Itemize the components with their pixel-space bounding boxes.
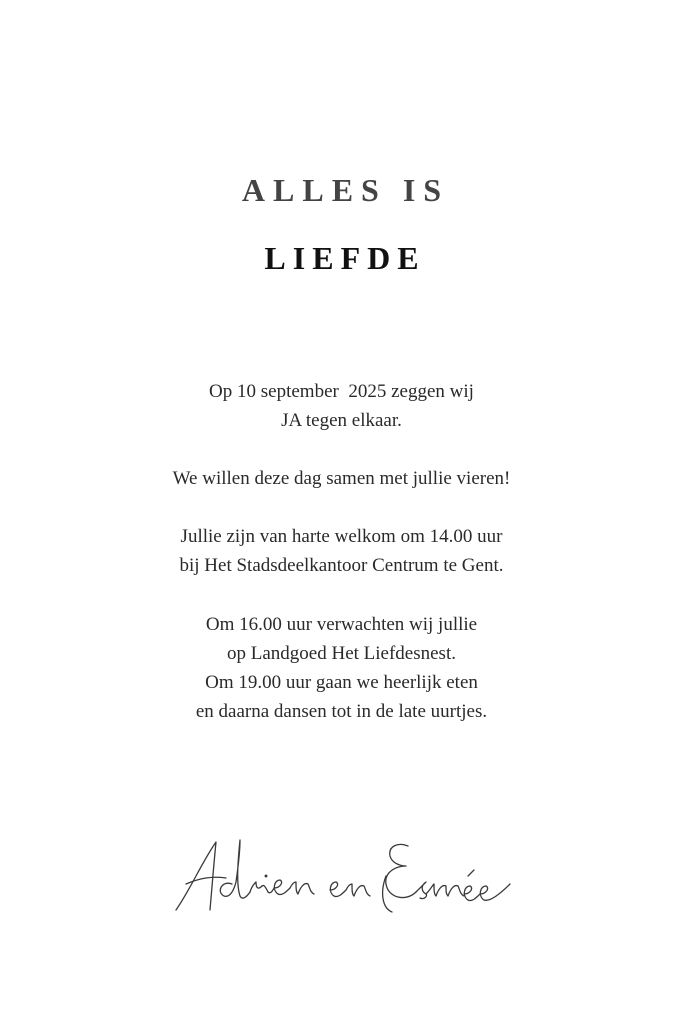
- text-line: Om 19.00 uur gaan we heerlijk eten: [205, 672, 478, 693]
- paragraph-ceremony: [0, 522, 683, 580]
- paragraph-reception: [0, 610, 683, 726]
- text-line: en daarna dansen tot in de late uurtjes.: [195, 701, 488, 722]
- signature-graphic: [170, 832, 520, 922]
- signature-adrien-en-esmee: [170, 832, 520, 922]
- text-line: We willen deze dag samen met jullie vieren!: [172, 468, 511, 489]
- text-line: Jullie zijn van harte welkom om 14.00 uur: [180, 526, 503, 547]
- text-line: Op 10 september 2025 zeggen wij: [209, 381, 474, 402]
- text-line: op Landgoed Het Liefdesnest.: [227, 643, 456, 664]
- text-line: Om 16.00 uur verwachten wij jullie: [205, 614, 478, 635]
- paragraph-date: [0, 377, 683, 435]
- text-line: JA tegen elkaar.: [281, 410, 402, 431]
- paragraph-celebrate: [0, 464, 683, 493]
- text-line: bij Het Stadsdeelkantoor Centrum te Gent.: [179, 555, 504, 576]
- title-line-alles-is: ALLES IS: [241, 172, 450, 208]
- title-line-liefde: LIEFDE: [264, 240, 426, 276]
